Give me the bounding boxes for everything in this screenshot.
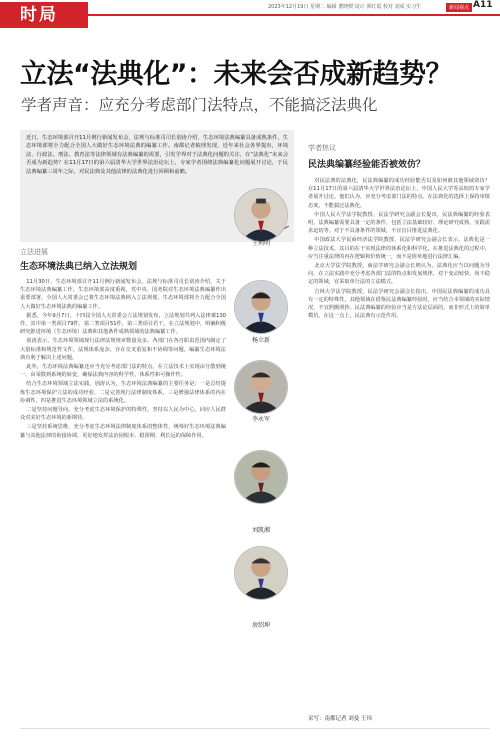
portrait-icon xyxy=(234,450,288,504)
header-meta: 2023年12月19日 星期二 编辑 董晓媛 设计 郭红霞 校对 刘成 实习生 xyxy=(268,4,422,10)
portrait-icon xyxy=(234,188,288,242)
byline: 采写：南都记者 刘曼 王玮 xyxy=(308,716,372,722)
paragraph: 三是坚持系统思维，充分考虑生态环境法律制度体系的整体性，统筹好生态环境法典编纂与其他法律的衔接协调，更好地发挥法治固根本、稳预期、利长远的保障作用。 xyxy=(20,424,226,439)
intro-text: 近日，生态环境部召开11月例行新闻发布会，法规与标准司司长别涛介绍，生态环境法典编纂具备成熟条件，生态环境部将全力配合全国人大做好生态环境法典的编纂工作。南都记者梳理发现，近年来社会各界提出，环境法、行政法、刑法、教育法等法律领域有法典编纂的需要，引发学界对于法典化问题的关注，在“法典化”未来会否成为新趋势？在11月17日的第六届清华大学世界法治论坛上，专家学者围绕法典编纂化问题展开讨论，于民法典编纂三周年之际，对民法典及其他法律的法典化进行回顾和前瞻。 xyxy=(26,135,288,175)
portrait-icon xyxy=(234,280,288,334)
headline: 立法“法典化”：未来会否成新趋势？ xyxy=(20,59,452,90)
page-number: A11 xyxy=(473,0,493,10)
scholar-name: 李永军 xyxy=(251,416,270,423)
paragraph: 对民法典的法典化，民法典编纂的成功经验能否以及如何被其他领域效仿？在11月17日的第六届清华大学世界法治论坛上，中国人民大学等高校的专家学者展开讨论。他们认为，应充分考虑部门法的特点，在法典化的选择上保持审慎态度，不能搞泛法典化。 xyxy=(308,178,490,209)
subheadline: 学者声音：应充分考虑部门法特点，不能搞泛法典化 xyxy=(21,96,378,114)
header-badge: 新闻视点 xyxy=(446,3,472,12)
paragraph: 中国人民大学法学院教授、民法学研究会副会长提出，民法典编纂的经验表明，法典编纂需要具备一定的条件，包括立法基础较好、理论研究成熟、实践需求迫切等。对于不具备条件的领域，不宜盲目推进法典化。 xyxy=(308,211,490,235)
paragraph: 11月30日，生态环境部召开11月例行新闻发布会。法规与标准司司长别涛介绍，关于生态环境法典编纂工作，生态环境部高度重视，党中央、国务院对生态环境法典编纂作出重要部署，全国人大常委会已将生态环境法典纳入立法规划，生态环境部将全力配合全国人大做好生态环境法典的编纂工作。 xyxy=(20,279,226,310)
bottom-rule xyxy=(20,728,490,729)
scholar-name: 王利明 xyxy=(251,240,270,247)
right-section-title: 民法典编纂经验能否被效仿？ xyxy=(308,160,426,170)
paragraph: 二是坚持问题导向，充分考虑生态环境保护的特殊性，坚持以人民为中心，回应人民群众对美好生态环境的新期待。 xyxy=(20,407,226,422)
paragraph: 别涛表示，生态环境领域现行法律法规规章数量众多，各部门在各自职责范围内制定了大量标准和规范性文件，法规体系庞杂，存在交叉重复和不协调等问题，编纂生态环境法典有利于解决上述问题。 xyxy=(20,338,226,361)
scholar-name: 杨立新 xyxy=(251,337,270,344)
portrait-icon xyxy=(234,360,288,414)
paragraph: 据悉，今年9月7日，十四届全国人大常委会立法规划发布，立法规划共列入法律案130件，其中第一类项目79件，第二类项目51件，第三类项目若干。在立法规划中，明确积极研究推进环境（生态环境）法典和其他条件成熟领域的法典编纂工作。 xyxy=(20,312,226,336)
paragraph: 结合生态环境领域立法实践，别涛认为，生态环境法典编纂的主要任务是：一是总结提炼生态环境保护立法的成功经验，二是完善现行法律制度体系，三是增强法律体系的内在协调性，四是推进生态环境领域立法的系统化。 xyxy=(20,381,226,404)
left-section-kicker: 立法进展 xyxy=(20,248,48,256)
left-article-body xyxy=(20,278,226,441)
right-article-body xyxy=(308,177,490,321)
scholar-name: 刘凯湘 xyxy=(251,527,270,534)
header-rule xyxy=(88,14,500,16)
page-header xyxy=(0,0,500,28)
paragraph: 此外，生态环境法典编纂还应当充分考虑部门法的特点，在立法技术上实现由分散到统一、由零散到系统的转变，确保法典内容的科学性、体系性和可操作性。 xyxy=(20,364,226,379)
portrait-icon xyxy=(234,546,288,600)
scholar-name: 房绍坤 xyxy=(251,622,270,629)
right-section-kicker: 学者热议 xyxy=(308,144,336,152)
paragraph: 吉林大学法学院教授、民法学研究会副会长指出，中国民法典编纂的成功具有一定的特殊性，其他领域在借鉴民法典编纂经验时，应当结合本领域的实际情况，不宜照搬照抄。民法典编纂的经验应当是方法论层面的，而非形式上的简单模仿。在这一点上，民法典有示范作用。 xyxy=(308,288,490,320)
paragraph: 中国政法大学民商经济法学院教授、民法学研究会副会长表示，法典化是一种立法技术，其目的在于实现法律的体系化和科学化。在推进法典化的过程中，应当注重法律的内在逻辑和价值统一，而不是简单地进行法律汇编。 xyxy=(308,237,490,260)
left-section-title: 生态环境法典已纳入立法规划 xyxy=(20,262,138,272)
section-tag: 时局 xyxy=(0,2,88,28)
paragraph: 北京大学法学院教授、商法学研究会副会长则认为，法典化应当以问题为导向，在立法实践中充分考虑各部门法的特点和发展规律，对于变动较快、尚不稳定的领域，宜采取单行法的立法模式。 xyxy=(308,263,490,286)
